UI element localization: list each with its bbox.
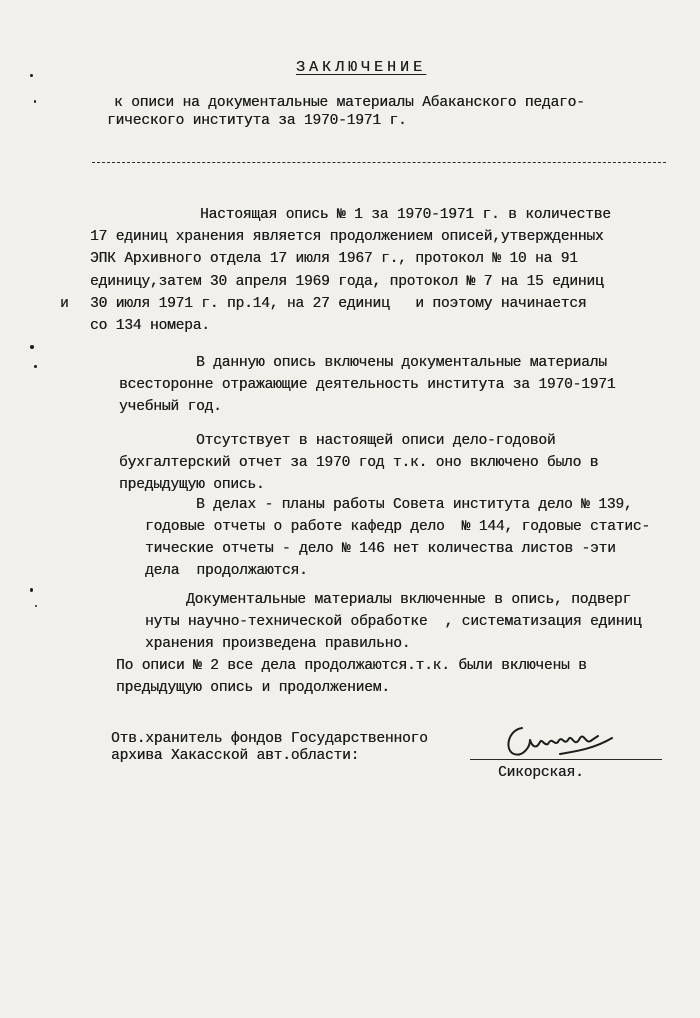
paragraph-line: всесторонне отражающие деятельность института за 1970-1971 bbox=[119, 377, 616, 393]
subtitle-line: к описи на документальные материалы Абаканского педаго- bbox=[114, 95, 585, 111]
paragraph-line: По описи № 2 все дела продолжаются.т.к. были включены в bbox=[116, 658, 587, 674]
paragraph-line: 17 единиц хранения является продолжением описей,утвержденных bbox=[90, 229, 604, 245]
paragraph-line: предыдущую опись и продолжением. bbox=[116, 680, 390, 696]
margin-mark bbox=[30, 345, 34, 349]
paragraph-line: со 134 номера. bbox=[90, 318, 210, 334]
subtitle-line: гического института за 1970-1971 г. bbox=[107, 113, 407, 129]
paragraph-line: бухгалтерский отчет за 1970 год т.к. оно включено было в bbox=[119, 455, 599, 471]
margin-letter: и bbox=[60, 296, 69, 312]
signature-line bbox=[470, 759, 662, 760]
paragraph-line: годовые отчеты о работе кафедр дело № 144, годовые статис- bbox=[145, 519, 650, 535]
paragraph-line: 30 июля 1971 г. пр.14, на 27 единиц и поэтому начинается bbox=[90, 296, 587, 312]
paragraph-line: Документальные материалы включенные в опись, подверг bbox=[186, 592, 631, 608]
paragraph-line: Настоящая опись № 1 за 1970-1971 г. в количестве bbox=[200, 207, 611, 223]
divider-rule bbox=[92, 162, 666, 163]
margin-mark bbox=[34, 100, 36, 103]
paragraph-line: нуты научно-технической обработке , систематизация единиц bbox=[145, 614, 642, 630]
paragraph-line: ЭПК Архивного отдела 17 июля 1967 г., протокол № 10 на 91 bbox=[90, 251, 578, 267]
document-title: ЗАКЛЮЧЕНИЕ bbox=[296, 59, 427, 76]
signatory-line: архива Хакасской авт.области: bbox=[111, 748, 360, 764]
margin-mark bbox=[35, 605, 37, 607]
paragraph-line: дела продолжаются. bbox=[145, 563, 308, 579]
paragraph-line: тические отчеты - дело № 146 нет количества листов -эти bbox=[145, 541, 616, 557]
signatory-line: Отв.хранитель фондов Государственного bbox=[111, 731, 428, 747]
margin-mark bbox=[30, 74, 33, 77]
margin-mark bbox=[34, 365, 37, 368]
paragraph-line: учебный год. bbox=[119, 399, 222, 415]
paragraph-line: хранения произведена правильно. bbox=[145, 636, 411, 652]
signatory-name: Сикорская. bbox=[498, 765, 584, 781]
paragraph-line: В данную опись включены документальные материалы bbox=[196, 355, 607, 371]
margin-mark bbox=[30, 588, 33, 592]
paragraph-line: предыдущую опись. bbox=[119, 477, 265, 493]
paragraph-line: единицу,затем 30 апреля 1969 года, протокол № 7 на 15 единиц bbox=[90, 274, 604, 290]
paragraph-line: В делах - планы работы Совета института дело № 139, bbox=[196, 497, 633, 513]
paragraph-line: Отсутствует в настоящей описи дело-годовой bbox=[196, 433, 556, 449]
